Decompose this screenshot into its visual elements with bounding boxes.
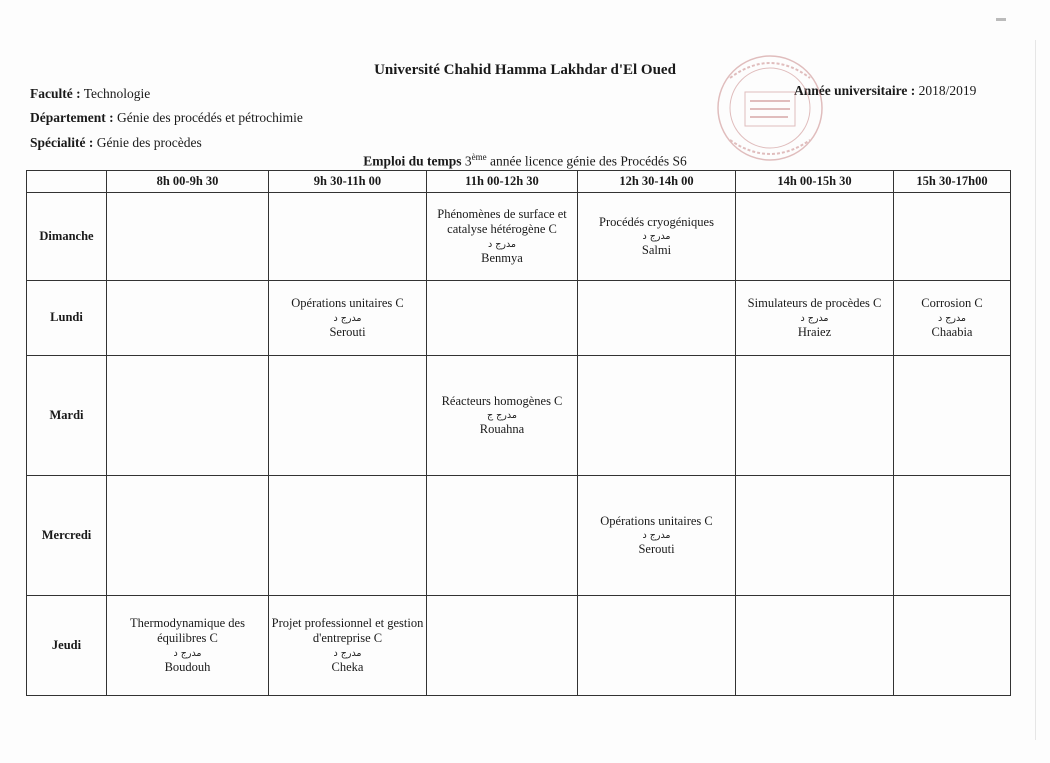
timetable xyxy=(26,170,1011,696)
day-label: Mardi xyxy=(27,356,107,476)
course-name: Thermodynamique des équilibres C xyxy=(130,615,245,646)
time-slot-header: 11h 00-12h 30 xyxy=(427,171,578,193)
timetable-header-row xyxy=(27,171,1011,193)
teacher-name: Serouti xyxy=(329,324,366,339)
session-cell xyxy=(427,356,578,476)
teacher-name: Rouahna xyxy=(479,422,525,436)
empty-cell xyxy=(578,281,736,356)
day-label: Dimanche xyxy=(27,193,107,281)
course-name: Phénomènes de surface et catalyse hétérogène C xyxy=(437,206,567,237)
specialty-line xyxy=(30,135,202,151)
specialty-label: Spécialité : xyxy=(30,135,94,150)
empty-cell xyxy=(107,356,269,476)
empty-cell xyxy=(107,476,269,596)
room-name: مدرج د xyxy=(487,238,517,250)
room-name: مدرج د xyxy=(642,231,671,242)
empty-cell xyxy=(736,356,894,476)
empty-cell xyxy=(427,596,578,696)
room-name: مدرج د xyxy=(800,312,829,324)
faculty-label: Faculté : xyxy=(30,86,81,101)
time-slot-header: 15h 30-17h00 xyxy=(894,171,1011,193)
session-cell xyxy=(578,193,736,281)
session-cell xyxy=(894,281,1011,356)
teacher-name: Benmya xyxy=(481,250,523,265)
course-name: Opérations unitaires C xyxy=(600,513,713,528)
day-row xyxy=(27,596,1011,696)
empty-cell xyxy=(894,476,1011,596)
room-name: مدرج د xyxy=(937,312,967,324)
faculty-line xyxy=(30,86,150,102)
scan-edge xyxy=(1035,40,1036,740)
teacher-name: Salmi xyxy=(641,243,672,257)
session-cell xyxy=(107,596,269,696)
day-row xyxy=(27,281,1011,356)
session-cell xyxy=(578,476,736,596)
academic-year-value: 2018/2019 xyxy=(918,83,977,98)
empty-cell xyxy=(736,596,894,696)
time-slot-header: 9h 30-11h 00 xyxy=(269,171,427,193)
faculty-value: Technologie xyxy=(83,86,151,101)
session-cell xyxy=(269,281,427,356)
empty-cell xyxy=(578,356,736,476)
teacher-name: Chaabia xyxy=(931,324,973,339)
caption-superscript: ème xyxy=(471,152,487,162)
teacher-name: Hraiez xyxy=(797,324,832,339)
official-seal-icon xyxy=(700,48,840,168)
empty-cell xyxy=(107,281,269,356)
teacher-name: Boudouh xyxy=(164,659,211,674)
university-title: Université Chahid Hamma Lakhdar d'El Oued xyxy=(374,62,676,78)
room-name: مدرج د xyxy=(333,647,362,659)
empty-cell xyxy=(269,193,427,281)
course-name: Simulateurs de procèdes C xyxy=(747,296,882,310)
course-name: Projet professionnel et gestion d'entreprise C xyxy=(271,615,424,646)
day-row xyxy=(27,476,1011,596)
room-name: مدرج د xyxy=(333,312,362,324)
empty-cell xyxy=(736,193,894,281)
day-row xyxy=(27,193,1011,281)
teacher-name: Serouti xyxy=(638,542,675,556)
timetable-caption xyxy=(0,152,1050,170)
time-slot-header: 8h 00-9h 30 xyxy=(107,171,269,193)
specialty-value: Génie des procèdes xyxy=(96,135,202,150)
department-label: Département : xyxy=(30,110,114,125)
empty-cell xyxy=(894,193,1011,281)
empty-cell xyxy=(427,281,578,356)
timetable-body xyxy=(27,193,1011,696)
teacher-name: Cheka xyxy=(331,659,364,674)
caption-title: Emploi du temps xyxy=(363,153,462,169)
department-value: Génie des procédés et pétrochimie xyxy=(116,110,303,125)
empty-cell xyxy=(578,596,736,696)
day-row xyxy=(27,356,1011,476)
scan-mark xyxy=(996,18,1006,21)
session-cell xyxy=(269,596,427,696)
empty-cell xyxy=(269,356,427,476)
day-label: Mercredi xyxy=(27,476,107,596)
room-name: مدرج ج xyxy=(487,410,517,421)
empty-cell xyxy=(894,596,1011,696)
caption-rest: année licence génie des Procédés S6 xyxy=(489,153,687,169)
empty-cell xyxy=(894,356,1011,476)
day-label: Jeudi xyxy=(27,596,107,696)
academic-year-label: Année universitaire : xyxy=(794,83,916,98)
empty-cell xyxy=(736,476,894,596)
course-name: Réacteurs homogènes C xyxy=(441,393,563,408)
time-slot-header: 14h 00-15h 30 xyxy=(736,171,894,193)
empty-cell xyxy=(427,476,578,596)
day-label: Lundi xyxy=(27,281,107,356)
empty-cell xyxy=(107,193,269,281)
room-name: مدرج د xyxy=(173,647,202,659)
course-name: Corrosion C xyxy=(921,296,983,310)
caption-level: 3 xyxy=(464,153,472,169)
time-slot-header: 12h 30-14h 00 xyxy=(578,171,736,193)
course-name: Procédés cryogéniques xyxy=(599,214,714,229)
corner-cell xyxy=(27,171,107,193)
empty-cell xyxy=(269,476,427,596)
session-cell xyxy=(427,193,578,281)
department-line xyxy=(30,110,303,126)
session-cell xyxy=(736,281,894,356)
room-name: مدرج د xyxy=(642,530,671,541)
course-name: Opérations unitaires C xyxy=(291,296,404,310)
